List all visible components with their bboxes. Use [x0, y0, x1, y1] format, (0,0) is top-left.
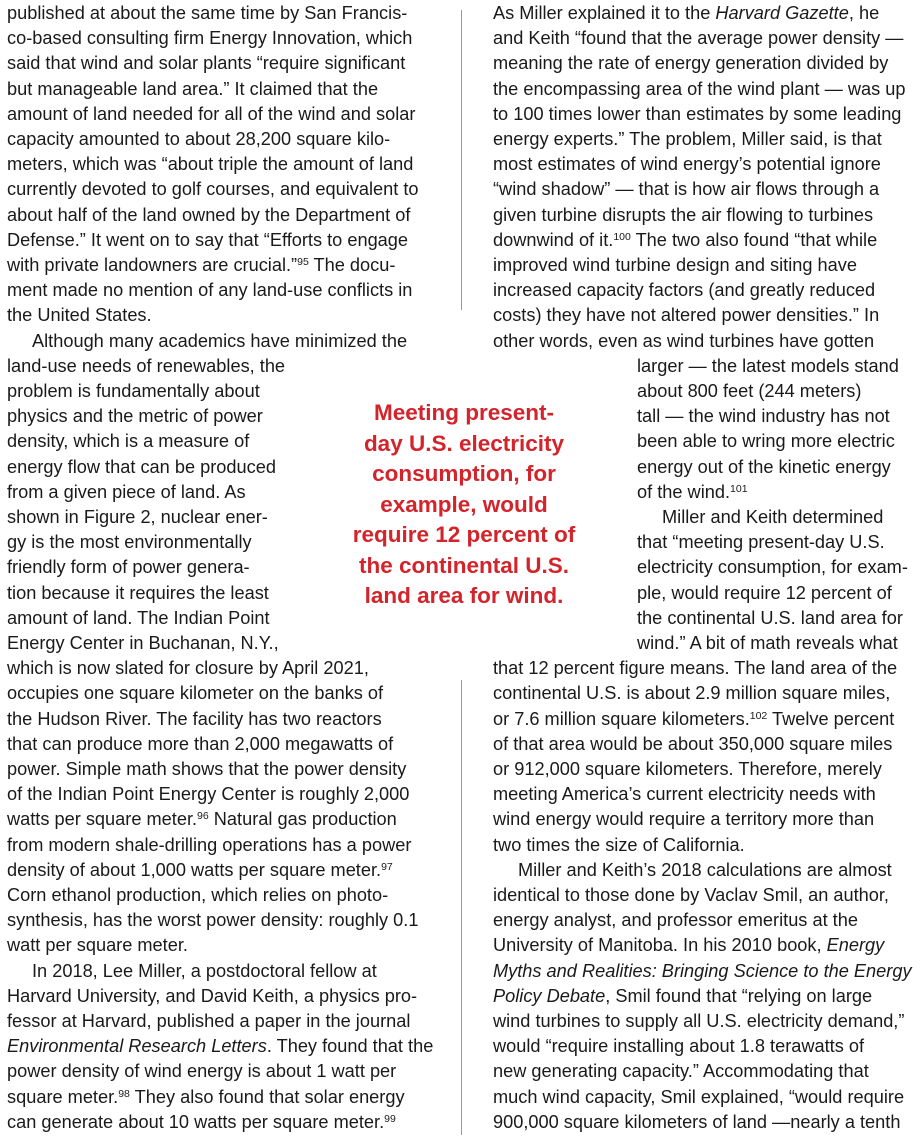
line-text: larger — the latest models stand — [637, 355, 899, 376]
line-text-cont: Natural gas production — [208, 809, 397, 830]
text-line — [493, 1, 879, 26]
text-line — [7, 707, 382, 732]
text-line — [7, 429, 249, 454]
text-line — [637, 530, 885, 555]
text-line — [637, 455, 891, 480]
text-line — [637, 379, 861, 404]
line-text: Miller and Keith’s 2018 calculations are almost — [518, 859, 892, 880]
footnote-ref: 100 — [613, 230, 631, 243]
text-line — [7, 833, 411, 858]
text-line — [7, 581, 269, 606]
line-text: with private landowners are crucial.” — [7, 255, 298, 275]
line-text: land-use needs of renewables, the — [7, 355, 286, 376]
text-line — [493, 1085, 904, 1110]
line-text: costs) they have not altered power densities.” In — [493, 305, 880, 326]
line-text: currently devoted to golf courses, and equivalent to — [7, 179, 419, 200]
line-text: power density of wind energy is about 1 watt per — [7, 1061, 397, 1082]
line-text: to 100 times lower than estimates by some leading — [493, 103, 902, 124]
text-line — [7, 203, 410, 228]
line-text: of that area would be about 350,000 square miles — [493, 733, 893, 754]
line-text: the continental U.S. land area for — [637, 607, 903, 628]
text-line — [493, 959, 912, 984]
text-line — [32, 959, 377, 984]
line-text: tion because it requires the least — [7, 582, 269, 603]
line-text-cont: They also found that solar energy — [129, 1086, 405, 1107]
text-line — [7, 732, 393, 757]
text-line — [7, 933, 188, 958]
footnote-ref: 97 — [381, 860, 393, 873]
text-line — [7, 883, 388, 908]
line-text: As Miller explained it to the — [493, 3, 716, 23]
text-line — [637, 354, 899, 379]
line-text: watt per square meter. — [7, 935, 188, 956]
text-line — [637, 404, 890, 429]
line-text: meters, which was “about triple the amount of land — [7, 154, 414, 175]
text-line — [637, 555, 908, 580]
text-line — [7, 278, 412, 303]
text-line — [493, 253, 857, 278]
line-text: “wind shadow” — that is how air flows through a — [493, 179, 880, 200]
line-italic-text: Harvard Gazette — [715, 3, 849, 23]
line-italic-text: Environmental Research Letters — [7, 1036, 267, 1057]
text-line — [493, 26, 904, 51]
line-text: electricity consumption, for exam- — [637, 557, 908, 578]
line-text: gy is the most environmentally — [7, 532, 252, 553]
text-line — [7, 253, 395, 278]
text-line — [7, 152, 413, 177]
footnote-ref: 98 — [118, 1087, 130, 1100]
line-text: about half of the land owned by the Department of — [7, 204, 411, 225]
text-line — [7, 127, 390, 152]
text-line — [637, 480, 748, 505]
line-text: energy out of the kinetic energy — [637, 456, 891, 477]
text-line — [493, 707, 894, 732]
line-text: co-based consulting firm Energy Innovation, which — [7, 28, 413, 49]
text-line — [637, 429, 895, 454]
text-line — [7, 631, 279, 656]
line-text: or 912,000 square kilometers. Therefore, merely — [493, 759, 882, 779]
text-line — [493, 1110, 900, 1135]
text-line — [7, 555, 250, 580]
pull-quote — [318, 398, 610, 612]
line-text: friendly form of power genera- — [7, 557, 250, 578]
line-text: said that wind and solar plants “require significant — [7, 53, 406, 74]
text-line — [637, 606, 903, 631]
line-text: meaning the rate of energy generation divided by — [493, 53, 889, 74]
text-line — [7, 1009, 410, 1034]
text-line — [7, 757, 406, 782]
line-text: that 12 percent figure means. The land area of the — [493, 658, 898, 679]
text-line — [7, 681, 383, 706]
line-text: downwind of it. — [493, 229, 614, 250]
pull-quote-line: the continental U.S. — [358, 552, 569, 578]
line-text-cont: The two also found “that while — [630, 229, 878, 250]
text-line — [7, 1059, 396, 1084]
column-rule-bottom — [461, 680, 462, 1135]
footnote-ref: 101 — [730, 482, 748, 495]
text-line — [493, 732, 892, 757]
line-text: and Keith “found that the average power density — — [493, 28, 904, 49]
line-text: synthesis, has the worst power density: roughly 0.1 — [7, 910, 419, 931]
footnote-ref: 102 — [749, 709, 768, 722]
line-text: amount of land. The Indian Point — [7, 607, 270, 628]
footnote-ref: 96 — [197, 810, 209, 823]
text-line — [493, 757, 882, 782]
line-text: occupies one square kilometer on the banks of — [7, 683, 384, 704]
text-line — [7, 26, 412, 51]
text-line — [637, 581, 892, 606]
line-text: of the wind. — [637, 481, 731, 502]
line-text: from a given piece of land. As — [7, 481, 246, 502]
line-text: that can produce more than 2,000 megawatts of — [7, 733, 394, 754]
line-text: In 2018, Lee Miller, a postdoctoral fellow at — [32, 960, 377, 981]
line-text: power. Simple math shows that the power density — [7, 759, 407, 779]
line-text: shown in Figure 2, nuclear ener- — [7, 507, 268, 527]
text-line — [7, 102, 415, 127]
line-italic-text: Energy — [826, 935, 885, 956]
line-text: wind turbines to supply all U.S. electricity demand,” — [493, 1011, 905, 1031]
line-text-cont: Twelve percent — [767, 708, 895, 729]
line-text: or 7.6 million square kilometers. — [493, 708, 750, 729]
text-line — [7, 77, 378, 102]
text-line — [493, 883, 889, 908]
line-text-cont: , he — [848, 3, 880, 23]
line-text: which is now slated for closure by April 2021, — [7, 658, 369, 679]
text-line — [7, 530, 252, 555]
text-line — [7, 858, 393, 883]
text-line — [7, 984, 417, 1009]
pull-quote-line: day U.S. electricity — [363, 430, 565, 456]
line-text: been able to wring more electric — [637, 431, 895, 452]
line-text: that “meeting present-day U.S. — [637, 532, 885, 553]
line-text: the United States. — [7, 305, 152, 326]
text-line — [7, 51, 405, 76]
text-line — [493, 303, 879, 328]
line-text: new generating capacity.” Accommodating that — [493, 1061, 869, 1082]
footnote-ref: 95 — [297, 256, 309, 268]
text-line — [493, 127, 882, 152]
text-line — [493, 1034, 864, 1059]
text-line — [493, 77, 906, 102]
text-line — [493, 908, 858, 933]
line-text: density of about 1,000 watts per square meter. — [7, 859, 382, 880]
line-text: most estimates of wind energy’s potential ignore — [493, 154, 881, 175]
line-text: would “require installing about 1.8 terawatts of — [493, 1036, 865, 1057]
line-text: meeting America’s current electricity needs with — [493, 784, 876, 805]
line-text: physics and the metric of power — [7, 406, 263, 427]
line-text-cont: , Smil found that “relying on large — [605, 985, 873, 1006]
text-line — [7, 480, 246, 505]
text-line — [7, 1034, 433, 1059]
text-line — [493, 833, 745, 858]
line-text: from modern shale-drilling operations has a power — [7, 834, 412, 855]
line-text: energy flow that can be produced — [7, 456, 276, 477]
footnote-ref: 99 — [384, 1112, 396, 1125]
line-text: improved wind turbine design and siting have — [493, 255, 857, 275]
text-line — [7, 782, 409, 807]
pull-quote-line: land area for wind. — [364, 583, 564, 608]
pull-quote-line: consumption, for — [372, 461, 556, 486]
line-text: density, which is a measure of — [7, 431, 250, 452]
line-text: the encompassing area of the wind plant — was up — [493, 78, 906, 99]
text-line — [493, 228, 877, 253]
line-text: of the Indian Point Energy Center is roughly 2,000 — [7, 784, 410, 805]
text-line — [493, 1009, 904, 1034]
line-text: energy analyst, and professor emeritus at the — [493, 910, 858, 931]
pull-quote-line: Meeting present- — [373, 400, 555, 425]
line-text: fessor at Harvard, published a paper in the journal — [7, 1011, 411, 1031]
line-text: amount of land needed for all of the wind and solar — [7, 103, 416, 124]
line-text: Although many academics have minimized the — [32, 330, 408, 351]
line-text: continental U.S. is about 2.9 million square miles, — [493, 683, 891, 704]
line-text: capacity amounted to about 28,200 square kilo- — [7, 129, 391, 149]
line-text: 900,000 square kilometers of land —nearly a tenth — [493, 1111, 901, 1132]
line-text-cont: The docu- — [308, 255, 396, 275]
line-text: watts per square meter. — [7, 809, 198, 830]
text-line — [7, 807, 397, 832]
line-text: Defense.” It went on to say that “Efforts to engage — [7, 229, 409, 250]
text-line — [7, 354, 285, 379]
line-text: given turbine disrupts the air flowing to turbines — [493, 204, 874, 225]
line-text: but manageable land area.” It claimed that the — [7, 78, 379, 99]
line-text: can generate about 10 watts per square meter. — [7, 1111, 385, 1132]
text-line — [518, 858, 892, 883]
line-text: wind.” A bit of math reveals what — [637, 633, 898, 653]
line-text: published at about the same time by San Francis- — [7, 3, 408, 23]
text-line — [493, 329, 874, 354]
line-text: other words, even as wind turbines have gotten — [493, 330, 875, 351]
text-line — [7, 303, 152, 328]
text-line — [493, 1059, 869, 1084]
line-text: the Hudson River. The facility has two reactors — [7, 708, 382, 729]
text-line — [662, 505, 883, 530]
text-line — [493, 933, 884, 958]
text-line — [493, 656, 897, 681]
line-text: energy experts.” The problem, Miller said, is that — [493, 129, 882, 149]
text-line — [7, 1, 407, 26]
line-text: ment made no mention of any land-use conflicts in — [7, 280, 413, 301]
text-line — [493, 177, 879, 202]
line-text: much wind capacity, Smil explained, “would require — [493, 1086, 905, 1107]
line-text: wind energy would require a territory more than — [493, 809, 875, 830]
line-text: increased capacity factors (and greatly reduced — [493, 280, 876, 301]
text-line — [7, 455, 276, 480]
line-italic-text: Policy Debate — [493, 985, 606, 1006]
line-text: ple, would require 12 percent of — [637, 582, 892, 603]
text-line — [7, 908, 418, 933]
line-text: Harvard University, and David Keith, a physics pro- — [7, 985, 418, 1006]
line-text: square meter. — [7, 1086, 119, 1107]
line-text: Miller and Keith determined — [662, 507, 884, 527]
text-line — [493, 984, 872, 1009]
text-line — [7, 656, 369, 681]
line-text: University of Manitoba. In his 2010 book, — [493, 935, 827, 956]
text-line — [493, 152, 881, 177]
text-line — [7, 177, 419, 202]
line-text: Corn ethanol production, which relies on photo- — [7, 885, 389, 905]
text-line — [493, 278, 875, 303]
text-line — [7, 404, 263, 429]
text-line — [32, 329, 407, 354]
line-text: about 800 feet (244 meters) — [637, 381, 862, 401]
text-line — [637, 631, 898, 656]
text-line — [7, 379, 260, 404]
pull-quote-line: example, would — [380, 491, 548, 517]
text-line — [7, 505, 268, 530]
text-line — [493, 782, 876, 807]
text-line — [7, 606, 270, 631]
line-text: Energy Center in Buchanan, N.Y., — [7, 633, 279, 653]
pull-quote-line: require 12 percent of — [352, 522, 576, 547]
text-line — [493, 203, 873, 228]
text-line — [493, 102, 901, 127]
text-line — [7, 228, 408, 253]
text-line — [493, 51, 888, 76]
column-rule-top — [461, 10, 462, 310]
text-line — [7, 1085, 405, 1110]
line-text: two times the size of California. — [493, 834, 745, 855]
line-italic-text: Myths and Realities: Bringing Science to the Energy — [493, 960, 912, 981]
line-text-cont: . They found that the — [266, 1036, 434, 1057]
text-line — [7, 1110, 396, 1135]
line-text: identical to those done by Vaclav Smil, an author, — [493, 885, 889, 905]
line-text: problem is fundamentally about — [7, 381, 260, 401]
text-line — [493, 807, 874, 832]
text-line — [493, 681, 890, 706]
line-text: tall — the wind industry has not — [637, 406, 890, 427]
